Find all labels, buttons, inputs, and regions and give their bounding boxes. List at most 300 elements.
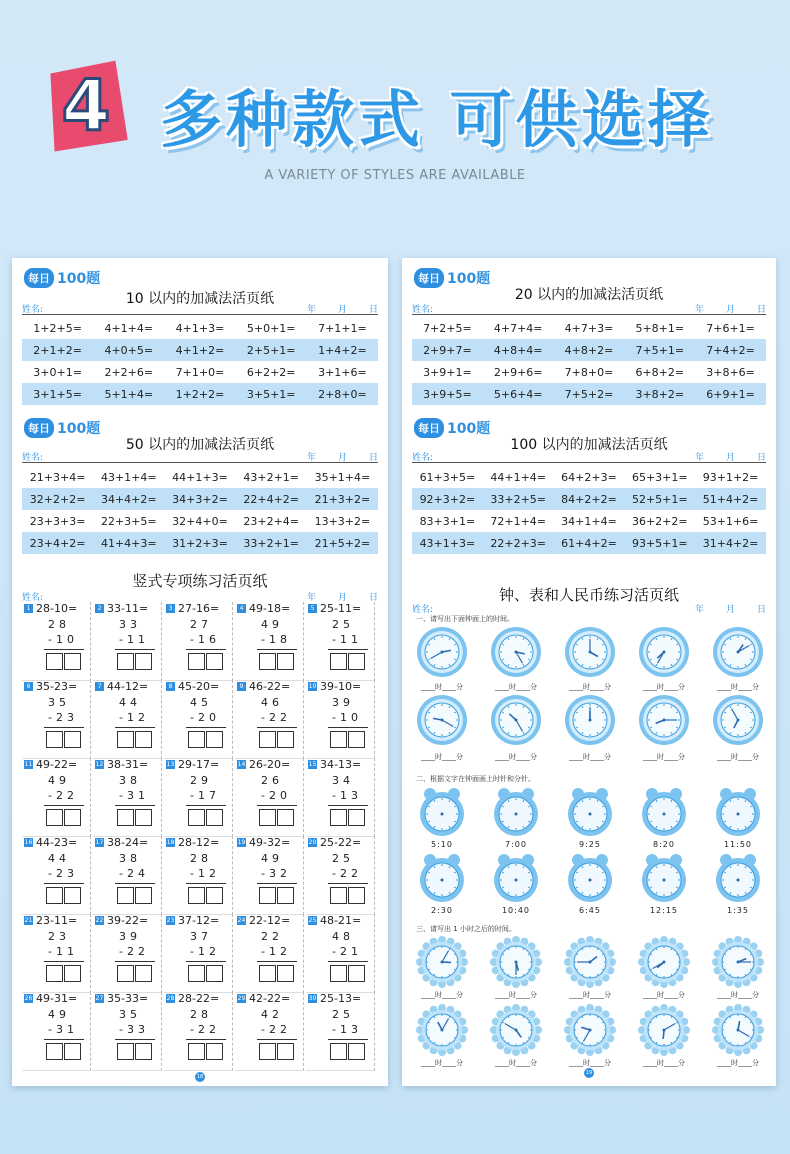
answer-box-tens[interactable] — [117, 653, 134, 670]
answer-box-ones[interactable] — [64, 653, 81, 670]
answer-box-ones[interactable] — [206, 731, 223, 748]
problem-number: 28 — [166, 995, 175, 1002]
minuend: 38 — [119, 852, 141, 865]
time-answer-blank[interactable]: ____时____分 — [643, 991, 685, 999]
answer-box-tens[interactable] — [259, 653, 276, 670]
clock-face-icon — [490, 936, 542, 988]
answer-box-ones[interactable] — [277, 965, 294, 982]
problem-row: 21+3+4= 43+1+4= 44+1+3= 43+2+1= 35+1+4= — [29, 470, 371, 484]
answer-box-ones[interactable] — [135, 653, 152, 670]
problem-number: 11 — [24, 761, 33, 768]
problem-equation: 45-20= — [178, 680, 220, 693]
minuend: 35 — [119, 1008, 141, 1021]
time-answer-blank[interactable]: ____时____分 — [643, 1059, 685, 1067]
answer-line — [115, 805, 155, 806]
answer-line — [186, 961, 226, 962]
problem-number: 27 — [95, 995, 104, 1002]
sheet-title: 10 以内的加减法活页纸 — [125, 291, 275, 307]
clock-face-icon — [712, 694, 764, 746]
problem-number: 1 — [24, 604, 33, 613]
clock-face-icon — [712, 936, 764, 988]
subtrahend: -22 — [190, 1023, 220, 1036]
answer-line — [44, 727, 84, 728]
answer-box-ones[interactable] — [277, 731, 294, 748]
daily-100-logo: 每日 100题 — [24, 418, 100, 438]
answer-line — [328, 961, 368, 962]
answer-box-tens[interactable] — [330, 731, 347, 748]
answer-box-ones[interactable] — [348, 1043, 365, 1060]
answer-line — [44, 649, 84, 650]
subtrahend: -23 — [48, 867, 78, 880]
problem-row: 23+3+3= 22+3+5= 32+4+0= 23+2+4= 13+3+2= — [29, 514, 371, 528]
answer-box-ones[interactable] — [277, 653, 294, 670]
clock-face-icon — [564, 936, 616, 988]
problem-row: 3+0+1= 2+2+6= 7+1+0= 6+2+2= 3+1+6= — [33, 365, 367, 379]
problem-row: 3+1+5= 5+1+4= 1+2+2= 3+5+1= 2+8+0= — [22, 383, 378, 405]
clock-face-icon — [564, 626, 616, 678]
clock-face-icon — [490, 786, 542, 838]
answer-line — [44, 1039, 84, 1040]
subtrahend: -11 — [332, 633, 362, 646]
answer-line — [328, 649, 368, 650]
hero-title: 多种款式 可供选择 — [160, 83, 714, 156]
minuend: 48 — [332, 930, 354, 943]
answer-box-ones[interactable] — [135, 809, 152, 826]
problem-equation: 44-12= — [107, 680, 149, 693]
answer-box-ones[interactable] — [206, 887, 223, 904]
answer-box-tens[interactable] — [188, 809, 205, 826]
minuend: 44 — [119, 696, 141, 709]
answer-box-ones[interactable] — [348, 887, 365, 904]
answer-line — [257, 805, 297, 806]
subtrahend: -22 — [261, 1023, 291, 1036]
vertical-problem-cell — [235, 992, 304, 1071]
answer-box-ones[interactable] — [64, 965, 81, 982]
answer-box-ones[interactable] — [135, 1043, 152, 1060]
problem-equation: 48-21= — [320, 914, 362, 927]
sheet-title: 50 以内的加减法活页纸 — [125, 437, 275, 453]
minuend: 29 — [190, 774, 212, 787]
time-answer-blank[interactable]: ____时____分 — [495, 683, 537, 691]
answer-box-ones[interactable] — [64, 731, 81, 748]
clock-face-icon — [416, 852, 468, 904]
answer-box-ones[interactable] — [64, 809, 81, 826]
answer-box-ones[interactable] — [348, 809, 365, 826]
time-answer-blank[interactable]: ____时____分 — [643, 753, 685, 761]
time-answer-blank[interactable]: ____时____分 — [421, 683, 463, 691]
problem-number: 2 — [95, 604, 104, 613]
problem-number: 29 — [237, 995, 246, 1002]
problem-equation: 42-22= — [249, 992, 291, 1005]
problem-row: 83+3+1= 72+1+4= 34+1+4= 36+2+2= 53+1+6= — [419, 514, 759, 528]
subtrahend: -31 — [48, 1023, 78, 1036]
answer-box-tens[interactable] — [46, 653, 63, 670]
problem-equation: 33-11= — [107, 602, 149, 615]
answer-box-ones[interactable] — [277, 1043, 294, 1060]
subtrahend: -10 — [48, 633, 78, 646]
problem-row: 3+9+1= 2+9+6= 7+8+0= 6+8+2= 3+8+6= — [423, 365, 755, 379]
answer-line — [186, 727, 226, 728]
target-time-label: 5:10 — [431, 840, 453, 849]
problem-equation: 27-16= — [178, 602, 220, 615]
problem-equation: 25-13= — [320, 992, 362, 1005]
time-answer-blank[interactable]: ____时____分 — [569, 991, 611, 999]
minuend: 25 — [332, 1008, 354, 1021]
name-date-line: 姓名: 年 月 日 — [412, 605, 766, 615]
subtrahend: -20 — [261, 789, 291, 802]
clock-face-icon — [638, 1004, 690, 1056]
problem-row: 61+3+5= 44+1+4= 64+2+3= 65+3+1= 93+1+2= — [419, 470, 759, 484]
minuend: 49 — [48, 774, 70, 787]
answer-box-ones[interactable] — [277, 887, 294, 904]
answer-line — [328, 1039, 368, 1040]
vertical-problem-cell — [164, 680, 233, 759]
clock-face-icon — [564, 852, 616, 904]
problem-equation: 28-12= — [178, 836, 220, 849]
problem-equation: 23-11= — [36, 914, 78, 927]
minuend: 27 — [190, 618, 212, 631]
vertical-problem-cell — [22, 992, 91, 1071]
answer-line — [44, 805, 84, 806]
problem-row: 92+3+2= 33+2+5= 84+2+2= 52+5+1= 51+4+2= — [412, 488, 766, 510]
answer-line — [186, 649, 226, 650]
problem-number: 20 — [308, 839, 317, 846]
clock-face-icon — [638, 936, 690, 988]
clock-face-icon — [638, 786, 690, 838]
problem-equation: 44-23= — [36, 836, 78, 849]
problem-number: 25 — [308, 917, 317, 924]
subtrahend: -12 — [190, 945, 220, 958]
minuend: 28 — [48, 618, 70, 631]
problem-number: 19 — [237, 839, 246, 846]
subtrahend: -20 — [190, 711, 220, 724]
minuend: 39 — [332, 696, 354, 709]
time-answer-blank[interactable]: ____时____分 — [717, 1059, 759, 1067]
time-answer-blank[interactable]: ____时____分 — [421, 753, 463, 761]
clock-face-icon — [712, 786, 764, 838]
vertical-problem-cell — [306, 836, 375, 915]
problem-equation: 46-22= — [249, 680, 291, 693]
sheet-title: 100 以内的加减法活页纸 — [510, 437, 668, 453]
time-answer-blank[interactable]: ____时____分 — [569, 683, 611, 691]
time-answer-blank[interactable]: ____时____分 — [495, 991, 537, 999]
minuend: 49 — [261, 618, 283, 631]
problem-number: 14 — [237, 761, 246, 768]
minuend: 37 — [190, 930, 212, 943]
time-answer-blank[interactable]: ____时____分 — [569, 1059, 611, 1067]
daily-100-logo: 每日 100题 — [414, 268, 490, 288]
problem-number: 10 — [308, 683, 317, 690]
answer-box-ones[interactable] — [206, 653, 223, 670]
time-answer-blank[interactable]: ____时____分 — [495, 1059, 537, 1067]
subtrahend: -12 — [261, 945, 291, 958]
time-answer-blank[interactable]: ____时____分 — [569, 753, 611, 761]
answer-box-ones[interactable] — [135, 965, 152, 982]
subtrahend: -13 — [332, 789, 362, 802]
answer-box-tens[interactable] — [46, 1043, 63, 1060]
problem-equation: 35-23= — [36, 680, 78, 693]
answer-box-ones[interactable] — [348, 965, 365, 982]
vertical-problem-cell — [306, 992, 375, 1071]
answer-box-tens[interactable] — [117, 1043, 134, 1060]
subtrahend: -22 — [119, 945, 149, 958]
clock-face-icon — [416, 626, 468, 678]
problem-number: 15 — [308, 761, 317, 768]
answer-line — [328, 883, 368, 884]
answer-box-tens[interactable] — [117, 887, 134, 904]
problem-equation: 38-24= — [107, 836, 149, 849]
vertical-problem-cell — [164, 602, 233, 681]
minuend: 49 — [261, 852, 283, 865]
time-answer-blank[interactable]: ____时____分 — [717, 991, 759, 999]
minuend: 22 — [261, 930, 283, 943]
problem-number: 9 — [237, 682, 246, 691]
vertical-problem-cell — [93, 914, 162, 993]
vertical-problem-cell — [93, 758, 162, 837]
subtrahend: -12 — [190, 867, 220, 880]
clock-face-icon — [564, 786, 616, 838]
target-time-label: 10:40 — [501, 906, 531, 915]
clock-face-icon — [564, 1004, 616, 1056]
answer-box-ones[interactable] — [206, 809, 223, 826]
answer-box-tens[interactable] — [117, 809, 134, 826]
answer-box-tens[interactable] — [259, 887, 276, 904]
problem-row: 2+9+7= 4+8+4= 4+8+2= 7+5+1= 7+4+2= — [412, 339, 766, 361]
clock-face-icon — [712, 626, 764, 678]
vertical-problem-cell — [235, 914, 304, 993]
problem-number: 17 — [95, 839, 104, 846]
time-answer-blank[interactable]: ____时____分 — [421, 991, 463, 999]
answer-line — [257, 1039, 297, 1040]
clock-face-icon — [638, 852, 690, 904]
problem-number: 30 — [308, 995, 317, 1002]
minuend: 49 — [48, 1008, 70, 1021]
answer-box-tens[interactable] — [259, 731, 276, 748]
target-time-label: 12:15 — [649, 906, 679, 915]
time-answer-blank[interactable]: ____时____分 — [643, 683, 685, 691]
clock-face-icon — [564, 694, 616, 746]
problem-row: 3+9+5= 5+6+4= 7+5+2= 3+8+2= 6+9+1= — [412, 383, 766, 405]
subtrahend: -13 — [332, 1023, 362, 1036]
problem-row: 2+1+2= 4+0+5= 4+1+2= 2+5+1= 1+4+2= — [22, 339, 378, 361]
problem-number: 24 — [237, 917, 246, 924]
clock-face-icon — [416, 1004, 468, 1056]
target-time-label: 8:20 — [653, 840, 675, 849]
time-answer-blank[interactable]: ____时____分 — [717, 683, 759, 691]
page-number: 19 — [585, 1070, 593, 1076]
problem-equation: 28-10= — [36, 602, 78, 615]
answer-box-tens[interactable] — [330, 965, 347, 982]
clock-face-icon — [638, 626, 690, 678]
clock-face-icon — [416, 694, 468, 746]
answer-line — [186, 1039, 226, 1040]
answer-box-ones[interactable] — [206, 965, 223, 982]
target-time-label: 2:30 — [431, 906, 453, 915]
problem-number: 12 — [95, 761, 104, 768]
problem-equation: 25-22= — [320, 836, 362, 849]
answer-box-tens[interactable] — [46, 887, 63, 904]
answer-box-ones[interactable] — [135, 731, 152, 748]
vertical-problem-cell — [235, 836, 304, 915]
answer-box-ones[interactable] — [206, 1043, 223, 1060]
vertical-problem-cell — [22, 680, 91, 759]
subtrahend: -23 — [48, 711, 78, 724]
minuend: 45 — [190, 696, 212, 709]
sheet-title: 钟、表和人民币练习活页纸 — [498, 586, 679, 604]
answer-box-tens[interactable] — [188, 731, 205, 748]
answer-box-ones[interactable] — [348, 653, 365, 670]
answer-line — [115, 883, 155, 884]
subtrahend: -16 — [190, 633, 220, 646]
vertical-problem-cell — [22, 836, 91, 915]
minuend: 28 — [190, 1008, 212, 1021]
answer-box-tens[interactable] — [330, 887, 347, 904]
target-time-label: 11:50 — [723, 840, 753, 849]
target-time-label: 1:35 — [727, 906, 749, 915]
answer-box-ones[interactable] — [64, 1043, 81, 1060]
answer-box-tens[interactable] — [259, 1043, 276, 1060]
subtrahend: -32 — [261, 867, 291, 880]
left-worksheet — [12, 258, 388, 1086]
clock-exercises — [402, 258, 776, 1086]
problem-equation: 22-12= — [249, 914, 291, 927]
answer-box-tens[interactable] — [259, 965, 276, 982]
problem-number: 6 — [24, 682, 33, 691]
subtrahend: -22 — [261, 711, 291, 724]
subtrahend: -24 — [119, 867, 149, 880]
target-time-label: 9:25 — [579, 840, 601, 849]
problem-number: 8 — [166, 682, 175, 691]
subtrahend: -31 — [119, 789, 149, 802]
subtrahend: -21 — [332, 945, 362, 958]
clock-face-icon — [712, 852, 764, 904]
minuend: 35 — [48, 696, 70, 709]
problem-number: 3 — [166, 604, 175, 613]
target-time-label: 7:00 — [505, 840, 527, 849]
time-answer-blank[interactable]: ____时____分 — [717, 753, 759, 761]
clock-face-icon — [416, 936, 468, 988]
answer-box-ones[interactable] — [135, 887, 152, 904]
clock-face-icon — [638, 694, 690, 746]
answer-box-tens[interactable] — [46, 965, 63, 982]
answer-box-tens[interactable] — [188, 653, 205, 670]
vertical-problem-grid — [22, 602, 378, 1072]
target-time-label: 6:45 — [579, 906, 601, 915]
vertical-problem-cell — [22, 758, 91, 837]
answer-box-ones[interactable] — [277, 809, 294, 826]
subtrahend: -11 — [119, 633, 149, 646]
problem-equation: 35-33= — [107, 992, 149, 1005]
name-date-line: 姓名: 年 月 日 — [22, 593, 378, 603]
problem-row: 32+2+2= 34+4+2= 34+3+2= 22+4+2= 21+3+2= — [22, 488, 378, 510]
problem-row: 7+2+5= 4+7+4= 4+7+3= 5+8+1= 7+6+1= — [423, 321, 755, 335]
daily-100-logo: 每日 100题 — [24, 268, 100, 288]
clock-face-icon — [490, 1004, 542, 1056]
instruction-1: 一、请写出下面钟面上的时间。 — [416, 615, 514, 623]
sheet-title: 竖式专项练习活页纸 — [132, 572, 268, 590]
minuend: 44 — [48, 852, 70, 865]
minuend: 46 — [261, 696, 283, 709]
vertical-problem-cell — [164, 758, 233, 837]
vertical-problem-cell — [306, 758, 375, 837]
answer-line — [257, 727, 297, 728]
vertical-problem-cell — [164, 992, 233, 1071]
answer-box-tens[interactable] — [46, 809, 63, 826]
right-worksheet — [402, 258, 776, 1086]
answer-line — [115, 649, 155, 650]
answer-box-ones[interactable] — [348, 731, 365, 748]
minuend: 23 — [48, 930, 70, 943]
answer-line — [328, 727, 368, 728]
answer-line — [257, 961, 297, 962]
answer-box-tens[interactable] — [330, 809, 347, 826]
vertical-problem-cell — [164, 914, 233, 993]
problem-equation: 29-17= — [178, 758, 220, 771]
answer-line — [44, 961, 84, 962]
number-badge — [44, 60, 128, 152]
answer-line — [115, 1039, 155, 1040]
minuend: 28 — [190, 852, 212, 865]
problem-equation: 34-13= — [320, 758, 362, 771]
vertical-problem-cell — [164, 836, 233, 915]
problem-equation: 37-12= — [178, 914, 220, 927]
vertical-problem-cell — [93, 992, 162, 1071]
instruction-2: 二、根据文字在钟面画上时针和分针。 — [416, 775, 535, 783]
answer-box-tens[interactable] — [330, 653, 347, 670]
answer-box-tens[interactable] — [330, 1043, 347, 1060]
problem-equation: 39-10= — [320, 680, 362, 693]
answer-box-tens[interactable] — [117, 965, 134, 982]
problem-number: 7 — [95, 682, 104, 691]
minuend: 42 — [261, 1008, 283, 1021]
subtrahend: -22 — [48, 789, 78, 802]
answer-box-tens[interactable] — [188, 1043, 205, 1060]
subtrahend: -18 — [261, 633, 291, 646]
answer-line — [115, 961, 155, 962]
minuend: 33 — [119, 618, 141, 631]
time-answer-blank[interactable]: ____时____分 — [421, 1059, 463, 1067]
subtrahend: -22 — [332, 867, 362, 880]
answer-box-ones[interactable] — [64, 887, 81, 904]
problem-number: 5 — [308, 604, 317, 613]
problem-equation: 49-22= — [36, 758, 78, 771]
answer-box-tens[interactable] — [46, 731, 63, 748]
name-date-line: 姓名: 年 月 日 — [412, 450, 766, 463]
answer-box-tens[interactable] — [259, 809, 276, 826]
instruction-3: 三、请写出 1 小时之后的时间。 — [416, 925, 516, 933]
name-date-line: 姓名: 年 月 日 — [412, 302, 766, 315]
answer-box-tens[interactable] — [188, 887, 205, 904]
problem-number: 18 — [166, 839, 175, 846]
clock-face-icon — [712, 1004, 764, 1056]
subtrahend: -12 — [119, 711, 149, 724]
hero-subtitle: A VARIETY OF STYLES ARE AVAILABLE — [264, 168, 526, 183]
clock-face-icon — [490, 852, 542, 904]
minuend: 25 — [332, 618, 354, 631]
subtrahend: -10 — [332, 711, 362, 724]
time-answer-blank[interactable]: ____时____分 — [495, 753, 537, 761]
vertical-problem-cell — [93, 602, 162, 681]
problem-row: 1+2+5= 4+1+4= 4+1+3= 5+0+1= 7+1+1= — [33, 321, 367, 335]
problem-equation: 28-22= — [178, 992, 220, 1005]
problem-equation: 39-22= — [107, 914, 149, 927]
answer-line — [257, 883, 297, 884]
answer-box-tens[interactable] — [188, 965, 205, 982]
daily-100-logo: 每日 100题 — [414, 418, 490, 438]
answer-box-tens[interactable] — [117, 731, 134, 748]
problem-number: 23 — [166, 917, 175, 924]
problem-equation: 25-11= — [320, 602, 362, 615]
